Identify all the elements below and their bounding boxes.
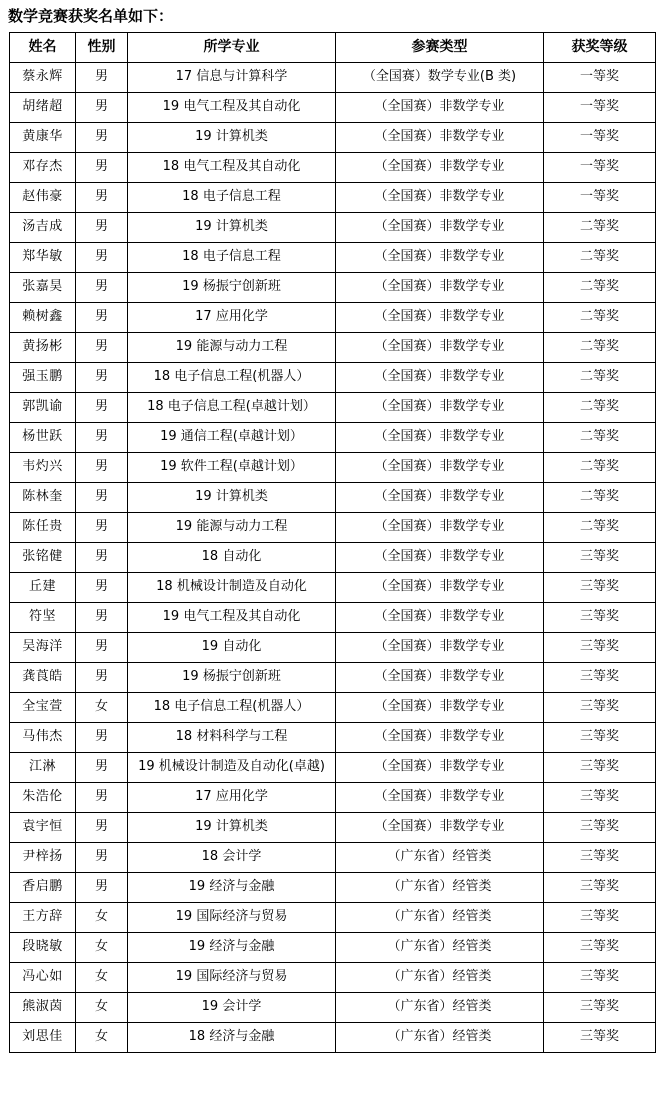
table-row [10, 393, 656, 423]
cell-name: 杨世跃 [10, 423, 76, 453]
column-header-award-level: 获奖等级 [544, 33, 656, 63]
cell-major: 19 能源与动力工程 [128, 333, 336, 363]
cell-name: 张铭健 [10, 543, 76, 573]
cell-major: 19 经济与金融 [128, 873, 336, 903]
cell-award-level: 二等奖 [544, 333, 656, 363]
cell-name: 黄康华 [10, 123, 76, 153]
cell-category: （全国赛）数学专业(B 类) [336, 63, 544, 93]
table-row [10, 903, 656, 933]
cell-name: 朱浩伦 [10, 783, 76, 813]
cell-major: 19 计算机类 [128, 483, 336, 513]
table-row [10, 213, 656, 243]
cell-major: 17 信息与计算科学 [128, 63, 336, 93]
cell-name: 王方辞 [10, 903, 76, 933]
cell-award-level: 三等奖 [544, 993, 656, 1023]
cell-award-level: 三等奖 [544, 783, 656, 813]
cell-award-level: 三等奖 [544, 753, 656, 783]
cell-category: （全国赛）非数学专业 [336, 633, 544, 663]
cell-category: （全国赛）非数学专业 [336, 213, 544, 243]
cell-award-level: 二等奖 [544, 483, 656, 513]
cell-category: （广东省）经管类 [336, 1023, 544, 1053]
cell-major: 19 杨振宁创新班 [128, 273, 336, 303]
cell-major: 18 电子信息工程 [128, 183, 336, 213]
cell-category: （广东省）经管类 [336, 933, 544, 963]
cell-award-level: 二等奖 [544, 273, 656, 303]
cell-award-level: 三等奖 [544, 963, 656, 993]
cell-major: 19 能源与动力工程 [128, 513, 336, 543]
cell-gender: 男 [76, 183, 128, 213]
cell-name: 汤吉成 [10, 213, 76, 243]
table-row [10, 963, 656, 993]
cell-name: 蔡永辉 [10, 63, 76, 93]
cell-category: （广东省）经管类 [336, 963, 544, 993]
cell-name: 龚莨皓 [10, 663, 76, 693]
cell-name: 尹梓扬 [10, 843, 76, 873]
cell-name: 郭凯谕 [10, 393, 76, 423]
cell-gender: 男 [76, 663, 128, 693]
column-header-name: 姓名 [10, 33, 76, 63]
cell-name: 郑华敏 [10, 243, 76, 273]
cell-gender: 男 [76, 483, 128, 513]
cell-name: 吴海洋 [10, 633, 76, 663]
cell-award-level: 一等奖 [544, 153, 656, 183]
cell-category: （全国赛）非数学专业 [336, 333, 544, 363]
table-row [10, 813, 656, 843]
table-row [10, 633, 656, 663]
cell-category: （全国赛）非数学专业 [336, 783, 544, 813]
cell-gender: 男 [76, 423, 128, 453]
cell-category: （全国赛）非数学专业 [336, 813, 544, 843]
cell-gender: 女 [76, 933, 128, 963]
cell-category: （全国赛）非数学专业 [336, 393, 544, 423]
cell-name: 陈任贵 [10, 513, 76, 543]
cell-gender: 男 [76, 723, 128, 753]
table-header [10, 33, 656, 63]
cell-category: （全国赛）非数学专业 [336, 603, 544, 633]
table-header-row [10, 33, 656, 63]
table-row [10, 303, 656, 333]
table-row [10, 573, 656, 603]
cell-award-level: 三等奖 [544, 873, 656, 903]
table-row [10, 243, 656, 273]
table-row [10, 693, 656, 723]
cell-award-level: 三等奖 [544, 603, 656, 633]
cell-award-level: 三等奖 [544, 573, 656, 603]
cell-name: 马伟杰 [10, 723, 76, 753]
cell-major: 19 计算机类 [128, 813, 336, 843]
table-row [10, 1023, 656, 1053]
cell-gender: 女 [76, 1023, 128, 1053]
cell-major: 18 经济与金融 [128, 1023, 336, 1053]
cell-category: （全国赛）非数学专业 [336, 273, 544, 303]
cell-gender: 男 [76, 573, 128, 603]
cell-name: 丘建 [10, 573, 76, 603]
cell-name: 袁宇恒 [10, 813, 76, 843]
page-title: 数学竞赛获奖名单如下： [8, 7, 174, 25]
cell-gender: 男 [76, 333, 128, 363]
cell-major: 19 机械设计制造及自动化(卓越) [128, 753, 336, 783]
cell-major: 18 会计学 [128, 843, 336, 873]
cell-gender: 男 [76, 843, 128, 873]
cell-category: （全国赛）非数学专业 [336, 723, 544, 753]
cell-major: 19 杨振宁创新班 [128, 663, 336, 693]
cell-name: 全宝萱 [10, 693, 76, 723]
cell-category: （全国赛）非数学专业 [336, 663, 544, 693]
cell-major: 19 经济与金融 [128, 933, 336, 963]
cell-award-level: 一等奖 [544, 123, 656, 153]
cell-gender: 男 [76, 243, 128, 273]
column-header-gender: 性别 [76, 33, 128, 63]
cell-gender: 男 [76, 633, 128, 663]
cell-award-level: 二等奖 [544, 363, 656, 393]
cell-name: 强玉鹏 [10, 363, 76, 393]
cell-category: （全国赛）非数学专业 [336, 513, 544, 543]
cell-major: 18 自动化 [128, 543, 336, 573]
cell-gender: 男 [76, 813, 128, 843]
cell-gender: 男 [76, 393, 128, 423]
cell-gender: 男 [76, 603, 128, 633]
cell-gender: 男 [76, 753, 128, 783]
cell-major: 19 会计学 [128, 993, 336, 1023]
cell-name: 陈林奎 [10, 483, 76, 513]
cell-award-level: 三等奖 [544, 1023, 656, 1053]
cell-gender: 女 [76, 963, 128, 993]
table-row [10, 453, 656, 483]
cell-gender: 男 [76, 213, 128, 243]
table-row [10, 93, 656, 123]
cell-major: 18 电子信息工程(机器人） [128, 693, 336, 723]
cell-category: （全国赛）非数学专业 [336, 453, 544, 483]
cell-major: 18 电气工程及其自动化 [128, 153, 336, 183]
cell-award-level: 二等奖 [544, 453, 656, 483]
cell-name: 赵伟豪 [10, 183, 76, 213]
cell-name: 江淋 [10, 753, 76, 783]
table-row [10, 183, 656, 213]
table-row [10, 483, 656, 513]
cell-major: 19 电气工程及其自动化 [128, 93, 336, 123]
cell-name: 黄扬彬 [10, 333, 76, 363]
cell-major: 19 电气工程及其自动化 [128, 603, 336, 633]
cell-award-level: 二等奖 [544, 513, 656, 543]
table-row [10, 933, 656, 963]
cell-award-level: 二等奖 [544, 393, 656, 423]
table-row [10, 123, 656, 153]
cell-category: （广东省）经管类 [336, 993, 544, 1023]
table-row [10, 723, 656, 753]
cell-major: 19 计算机类 [128, 123, 336, 153]
cell-major: 18 材料科学与工程 [128, 723, 336, 753]
cell-major: 19 国际经济与贸易 [128, 963, 336, 993]
cell-category: （全国赛）非数学专业 [336, 93, 544, 123]
cell-award-level: 三等奖 [544, 693, 656, 723]
cell-award-level: 三等奖 [544, 843, 656, 873]
cell-category: （全国赛）非数学专业 [336, 753, 544, 783]
cell-major: 19 自动化 [128, 633, 336, 663]
cell-name: 熊淑茵 [10, 993, 76, 1023]
cell-gender: 男 [76, 123, 128, 153]
cell-major: 19 通信工程(卓越计划） [128, 423, 336, 453]
cell-major: 18 机械设计制造及自动化 [128, 573, 336, 603]
cell-award-level: 三等奖 [544, 723, 656, 753]
cell-gender: 男 [76, 303, 128, 333]
cell-category: （广东省）经管类 [336, 843, 544, 873]
award-list-table [9, 32, 656, 1053]
cell-major: 18 电子信息工程(机器人） [128, 363, 336, 393]
cell-gender: 男 [76, 273, 128, 303]
cell-category: （全国赛）非数学专业 [336, 363, 544, 393]
table-row [10, 153, 656, 183]
cell-name: 段晓敏 [10, 933, 76, 963]
cell-category: （全国赛）非数学专业 [336, 543, 544, 573]
table-row [10, 513, 656, 543]
cell-name: 符坚 [10, 603, 76, 633]
cell-award-level: 三等奖 [544, 543, 656, 573]
cell-name: 赖树鑫 [10, 303, 76, 333]
cell-name: 胡绪超 [10, 93, 76, 123]
cell-gender: 男 [76, 873, 128, 903]
table-row [10, 663, 656, 693]
cell-major: 19 国际经济与贸易 [128, 903, 336, 933]
column-header-major: 所学专业 [128, 33, 336, 63]
cell-category: （全国赛）非数学专业 [336, 243, 544, 273]
cell-gender: 女 [76, 903, 128, 933]
cell-award-level: 二等奖 [544, 423, 656, 453]
cell-name: 香启鹏 [10, 873, 76, 903]
cell-name: 张嘉昊 [10, 273, 76, 303]
cell-gender: 男 [76, 543, 128, 573]
cell-major: 18 电子信息工程 [128, 243, 336, 273]
cell-category: （全国赛）非数学专业 [336, 573, 544, 603]
cell-award-level: 三等奖 [544, 903, 656, 933]
cell-award-level: 二等奖 [544, 243, 656, 273]
cell-gender: 男 [76, 63, 128, 93]
cell-gender: 男 [76, 513, 128, 543]
cell-category: （全国赛）非数学专业 [336, 693, 544, 723]
cell-gender: 女 [76, 993, 128, 1023]
column-header-category: 参赛类型 [336, 33, 544, 63]
cell-award-level: 一等奖 [544, 93, 656, 123]
cell-award-level: 二等奖 [544, 213, 656, 243]
cell-award-level: 三等奖 [544, 933, 656, 963]
cell-award-level: 三等奖 [544, 663, 656, 693]
cell-category: （全国赛）非数学专业 [336, 123, 544, 153]
table-row [10, 423, 656, 453]
cell-category: （广东省）经管类 [336, 873, 544, 903]
table-row [10, 873, 656, 903]
cell-category: （全国赛）非数学专业 [336, 423, 544, 453]
cell-gender: 男 [76, 93, 128, 123]
table-row [10, 333, 656, 363]
cell-gender: 男 [76, 153, 128, 183]
cell-gender: 女 [76, 693, 128, 723]
cell-major: 17 应用化学 [128, 303, 336, 333]
cell-name: 韦灼兴 [10, 453, 76, 483]
cell-category: （全国赛）非数学专业 [336, 303, 544, 333]
cell-major: 18 电子信息工程(卓越计划） [128, 393, 336, 423]
cell-award-level: 三等奖 [544, 633, 656, 663]
table-row [10, 753, 656, 783]
cell-award-level: 一等奖 [544, 63, 656, 93]
cell-award-level: 三等奖 [544, 813, 656, 843]
table-row [10, 993, 656, 1023]
cell-gender: 男 [76, 453, 128, 483]
cell-gender: 男 [76, 363, 128, 393]
table-row [10, 363, 656, 393]
cell-category: （广东省）经管类 [336, 903, 544, 933]
table-row [10, 543, 656, 573]
cell-category: （全国赛）非数学专业 [336, 483, 544, 513]
cell-category: （全国赛）非数学专业 [336, 153, 544, 183]
cell-major: 19 计算机类 [128, 213, 336, 243]
cell-name: 邓存杰 [10, 153, 76, 183]
table-body [10, 63, 656, 1053]
table-row [10, 273, 656, 303]
cell-gender: 男 [76, 783, 128, 813]
cell-major: 19 软件工程(卓越计划） [128, 453, 336, 483]
table-row [10, 783, 656, 813]
cell-category: （全国赛）非数学专业 [336, 183, 544, 213]
table-row [10, 63, 656, 93]
cell-award-level: 二等奖 [544, 303, 656, 333]
cell-award-level: 一等奖 [544, 183, 656, 213]
cell-name: 冯心如 [10, 963, 76, 993]
cell-major: 17 应用化学 [128, 783, 336, 813]
table-row [10, 843, 656, 873]
cell-name: 刘思佳 [10, 1023, 76, 1053]
table-row [10, 603, 656, 633]
